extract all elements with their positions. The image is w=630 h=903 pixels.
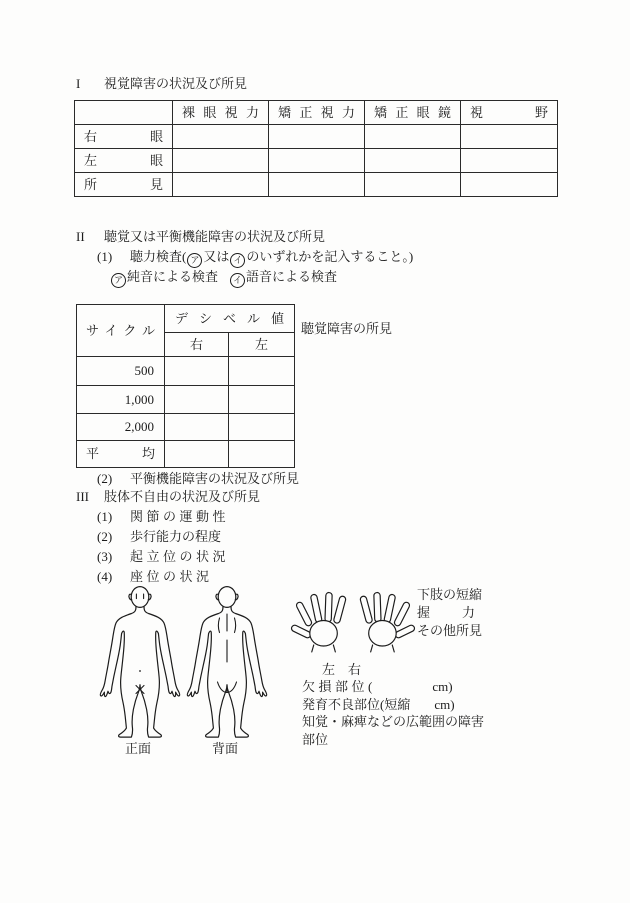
walking-ability-label: 歩行能力の程度 [130,529,222,544]
table1-row-right-eye: 右 眼 [75,125,173,149]
section2-item2 [97,471,299,487]
table1-header-corrective-glasses: 矯 正 眼 鏡 [365,101,461,125]
circled-a-mark: ア [187,253,202,268]
table1-header-visual-field: 視 野 [461,101,557,125]
table2-row-500: 500 [77,357,165,386]
table1-cell-empty [173,125,269,149]
table1-cell-empty [269,125,365,149]
grip-strength-label: 握 力 [417,605,475,620]
table2-cell-empty [229,441,294,467]
section3-item-2 [97,529,221,545]
section2-item1 [97,249,413,268]
table1-row-left-eye: 左 眼 [75,149,173,173]
defect-site-line [302,678,453,696]
table2-header-right: 右 [165,333,229,357]
hypoplasia-site-line [302,696,455,714]
section3-item-4 [97,569,213,585]
section3-heading [76,489,260,505]
table1-cell-empty [173,173,269,196]
sensory-paralysis-label: 知覚・麻痺などの広範囲の障害部位 [302,714,485,747]
table2-cell-empty [165,441,229,467]
table2-header-cycle: サ イ ク ル [77,305,165,357]
table2-cell-empty [229,357,294,386]
section2-title: 聴覚又は平衡機能障害の状況及び所見 [104,229,326,244]
front-face-marks [136,594,144,694]
table1-corner-cell [75,101,173,125]
table1-cell-empty [269,173,365,196]
visual-impairment-table [74,100,558,197]
item-number: (4) [97,569,113,584]
item-number: (3) [97,549,113,564]
circled-i-mark: イ [230,253,245,268]
table1-row-findings: 所 見 [75,173,173,196]
item-number: (2) [97,529,113,544]
hands-figure [300,584,406,655]
hypoplasia-label: 発育不良部位 [302,697,381,712]
section3-title: 肢体不自由の状況及び所見 [104,489,261,504]
leg-shortening-label: 下肢の短縮 [417,587,483,602]
table1-cell-empty [365,173,461,196]
circled-a-mark: ア [111,273,126,288]
back-body-figure [181,585,273,741]
item1-mid-text: 又は [203,249,230,264]
section1-number: I [76,76,81,91]
item-number: (2) [97,471,113,486]
back-detail-marks [218,614,237,693]
section2-number: II [76,229,85,244]
table1-cell-empty [269,149,365,173]
balance-function-label: 平衡機能障害の状況及び所見 [130,471,300,486]
table2-cell-empty [229,386,294,414]
section3-item-1 [97,509,229,525]
back-figure-label: 背面 [212,741,239,756]
table2-header-decibel: デ シ ベ ル 値 [165,305,294,333]
left-right-label: 左 右 [322,662,362,677]
table1-cell-empty [461,125,557,149]
standing-position-label: 起立位の状況 [130,549,230,564]
table1-cell-empty [173,149,269,173]
table2-row-1000: 1,000 [77,386,165,414]
sitting-position-label: 座位の状況 [130,569,213,584]
pure-tone-test-label: 純音による検査 [127,269,219,284]
section1-heading [76,76,247,92]
section1-title: 視覚障害の状況及び所見 [104,76,248,91]
defect-site-label: 欠損部位 [302,679,369,694]
front-figure-label: 正面 [125,741,152,756]
item1-post-text: のいずれかを記入すること。) [246,249,414,264]
table2-cell-empty [165,357,229,386]
navel-dot [139,670,141,672]
other-findings-label: その他所見 [417,623,483,638]
circled-i-mark: イ [230,273,245,288]
joint-mobility-label: 関節の運動性 [130,509,230,524]
table1-cell-empty [461,173,557,196]
section2-heading [76,229,325,245]
table1-cell-empty [365,149,461,173]
table1-header-corrected-vision: 矯 正 視 力 [269,101,365,125]
cm-unit: cm) [434,697,455,712]
cm-unit: cm) [432,679,453,694]
item1-pre-text: 聴力検査( [130,249,187,264]
table2-cell-empty [165,386,229,414]
section2-item1-sub [110,269,337,288]
table2-row-2000: 2,000 [77,414,165,441]
table1-cell-empty [365,125,461,149]
hearing-decibel-table [76,304,295,468]
speech-test-label: 語音による検査 [246,269,338,284]
front-body-figure [94,585,186,741]
item-number: (1) [97,509,113,524]
table2-row-average: 平 均 [77,441,165,467]
paren-open-shortening: (短縮 [380,697,411,712]
table1-cell-empty [461,149,557,173]
table2-cell-empty [165,414,229,441]
paren-open: ( [368,679,373,694]
hearing-findings-label: 聴覚障害の所見 [301,321,393,336]
table2-header-left: 左 [229,333,294,357]
item-number: (1) [97,249,113,264]
section3-number: III [76,489,89,504]
table2-cell-empty [229,414,294,441]
section3-item-3 [97,549,229,565]
table1-header-naked-vision: 裸 眼 視 力 [173,101,269,125]
